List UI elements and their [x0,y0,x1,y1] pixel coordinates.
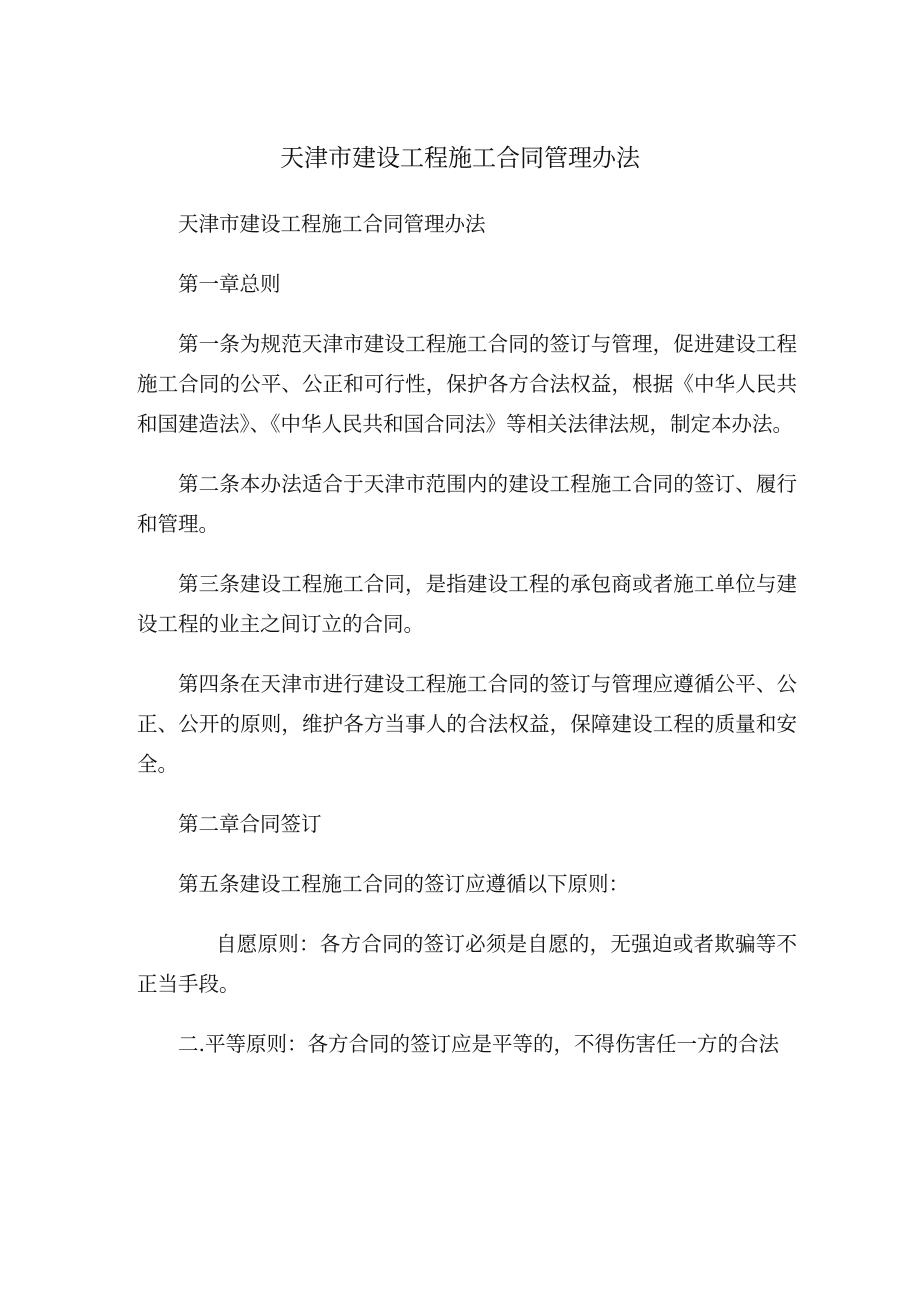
article-3: 第三条建设工程施工合同，是指建设工程的承包商或者施工单位与建设工程的业主之间订立的合同。 [137,572,797,636]
principle-voluntary: 自愿原则：各方合同的签订必须是自愿的，无强迫或者欺骗等不正当手段。 [137,932,797,996]
chapter-1-heading: 第一章总则 [178,272,281,296]
paragraph-heading: 天津市建设工程施工合同管理办法 [178,212,486,236]
article-4: 第四条在天津市进行建设工程施工合同的签订与管理应遵循公平、公正、公开的原则，维护各方当事人的合法权益，保障建设工程的质量和安全。 [137,672,797,776]
document-title: 天津市建设工程施工合同管理办法 [280,144,640,172]
article-5: 第五条建设工程施工合同的签订应遵循以下原则： [178,872,629,896]
chapter-2-heading: 第二章合同签订 [178,812,322,836]
document-body [137,204,797,1084]
article-1: 第一条为规范天津市建设工程施工合同的签订与管理，促进建设工程施工合同的公平、公正和可行性，保护各方合法权益，根据《中华人民共和国建造法》、《中华人民共和国合同法》等相关法律法规，制定本办法。 [137,332,797,436]
article-2: 第二条本办法适合于天津市范围内的建设工程施工合同的签订、履行和管理。 [137,472,797,536]
principle-equality: 二.平等原则：各方合同的签订应是平等的，不得伤害任一方的合法 [178,1032,780,1056]
